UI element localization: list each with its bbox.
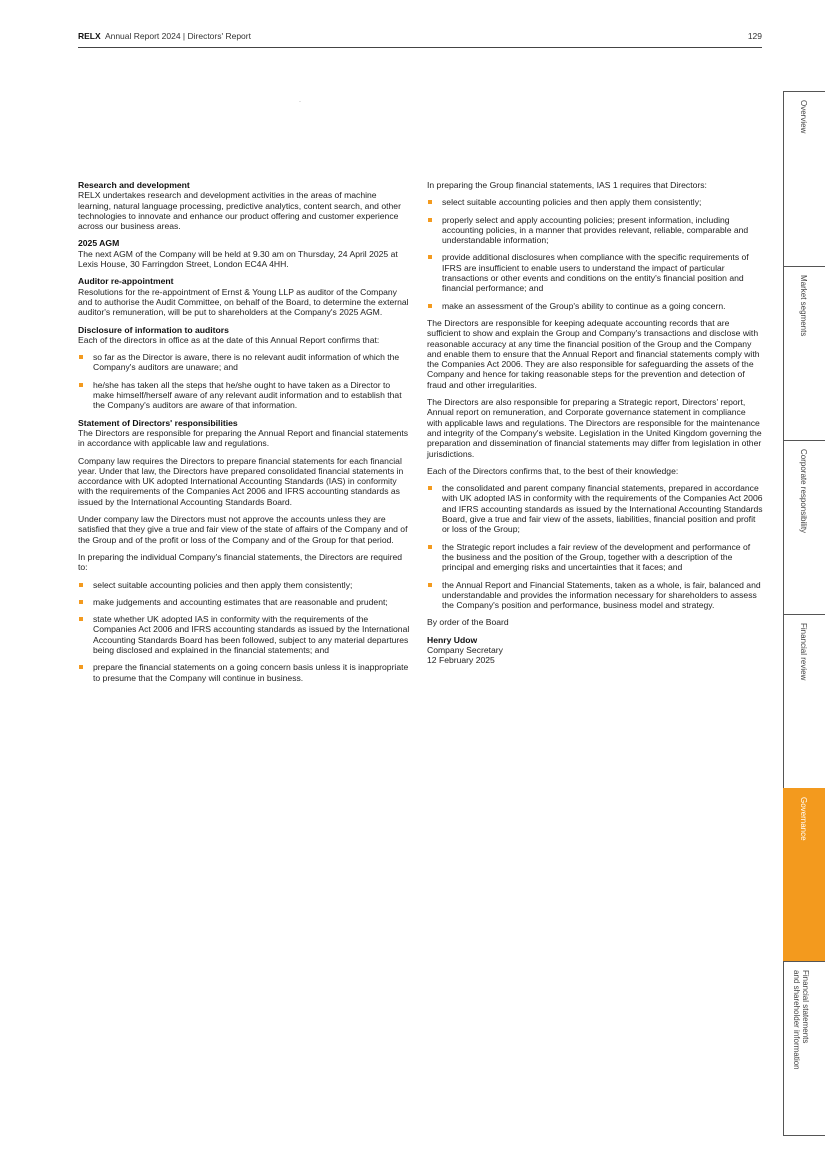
list-item: select suitable accounting policies and then apply them consistently; bbox=[427, 197, 763, 207]
statement-p4: In preparing the individual Company's financial statements, the Directors are required to: bbox=[78, 551, 403, 573]
list-item: the Annual Report and Financial Statements, taken as a whole, is fair, balanced and understandable and provides the information necessary for shareholders to assess the Company's position and performance, business model and strategy. bbox=[427, 580, 763, 611]
by-order: By order of the Board bbox=[427, 617, 509, 628]
section-tabs bbox=[783, 91, 825, 1136]
signatory-name: Henry Udow bbox=[427, 634, 478, 645]
list-item: so far as the Director is aware, there is no relevant audit information of which the Company's auditors are unaware; and bbox=[78, 352, 411, 373]
page-header bbox=[78, 31, 762, 47]
page-number: 129 bbox=[747, 31, 762, 41]
tab-label: Market segments bbox=[799, 275, 808, 337]
brand-logo: RELX bbox=[78, 31, 101, 41]
list-item: make an assessment of the Group's ability to continue as a going concern. bbox=[427, 301, 763, 311]
group-requirements-list bbox=[427, 197, 763, 311]
heading-statement: Statement of Directors' responsibilities bbox=[78, 417, 238, 428]
signature-block bbox=[427, 635, 763, 666]
tab-label: Overview bbox=[799, 100, 808, 134]
group-intro: In preparing the Group financial statements, IAS 1 requires that Directors: bbox=[427, 180, 707, 190]
disclosure-intro: Each of the directors in office as at the date of this Annual Report confirms that: bbox=[78, 334, 380, 345]
strategic-paragraph: The Directors are also responsible for preparing a Strategic report, Directors' report, Annual report on remuneration, and Corporate governance statement in compliance with applicable laws and regulations. The Directors are responsible for the maintenance and integrity of the Company's website. Legislation in the United Kingdom governing the preparation and dissemination of financial statements may differ from legislation in other jurisdictions. bbox=[427, 397, 762, 459]
list-item: prepare the financial statements on a going concern basis unless it is inappropriate to presume that the Company will continue in business. bbox=[78, 662, 411, 683]
heading-auditor: Auditor re-appointment bbox=[78, 276, 174, 287]
agm-body: The next AGM of the Company will be held at 9.30 am on Thursday, 24 April 2025 at Lexis House, 30 Farringdon Street, London EC4A 4HH. bbox=[78, 248, 398, 270]
tab-label: Governance bbox=[799, 797, 808, 841]
tab-label: Financial review bbox=[799, 623, 808, 681]
statement-p2: Company law requires the Directors to prepare financial statements for each financial year. Under that law, the Directors have prepared consolidated financial statements in accordance with UK adopted International Accounting Standards (IAS) in conformity with the requirements of the Companies Act 2006 and IFRS accounting standards as issued by the International Accounting Standards Board. bbox=[78, 455, 404, 507]
section-agm bbox=[78, 238, 411, 269]
list-item: make judgements and accounting estimates that are reasonable and prudent; bbox=[78, 597, 411, 607]
heading-disclosure: Disclosure of information to auditors bbox=[78, 324, 229, 335]
tab-label: Corporate responsibility bbox=[799, 449, 808, 534]
list-item: the Strategic report includes a fair review of the development and performance of the business and the position of the Group, together with a description of the principal and emerging risks and uncertainties that it faces; and bbox=[427, 542, 763, 573]
confirm-intro: Each of the Directors confirms that, to the best of their knowledge: bbox=[427, 465, 679, 476]
right-column bbox=[427, 180, 763, 666]
tab-financial-review[interactable] bbox=[783, 614, 825, 788]
tab-overview[interactable] bbox=[783, 91, 825, 266]
header-divider bbox=[78, 47, 762, 48]
confirm-list bbox=[427, 483, 763, 610]
heading-research: Research and development bbox=[78, 180, 190, 190]
section-disclosure bbox=[78, 325, 411, 411]
tab-label: Financial statements and shareholder information bbox=[792, 970, 810, 1070]
section-statement bbox=[78, 418, 411, 683]
list-item: he/she has taken all the steps that he/she ought to have taken as a Director to make himself/herself aware of any relevant audit information and to establish that the Company's auditors are aware of that information. bbox=[78, 380, 411, 411]
records-paragraph: The Directors are responsible for keeping adequate accounting records that are sufficient to show and explain the Group and Company's transactions and disclose with reasonable accuracy at any time the financial position of the Group and the Company and enable them to ensure that the Annual Report and financial statements comply with the Companies Act 2006. They are also responsible for safeguarding the assets of the Company and hence for taking reasonable steps for the prevention and detection of fraud and other irregularities. bbox=[427, 317, 760, 390]
signatory-role: Company Secretary bbox=[427, 644, 503, 655]
list-item: the consolidated and parent company financial statements, prepared in accordance with UK adopted IAS in conformity with the requirements of the Companies Act 2006 and IFRS accounting standards as issued by the International Accounting Standards Board, give a true and fair view of the assets, liabilities, financial position and profit or loss of the Group; bbox=[427, 483, 763, 534]
statement-p3: Under company law the Directors must not approve the accounts unless they are satisfied that they give a true and fair view of the state of affairs of the Company and of the Group and of the profit or loss of the Company and of the Group for that period. bbox=[78, 514, 408, 545]
signatory-date: 12 February 2025 bbox=[427, 655, 495, 666]
section-auditor bbox=[78, 276, 411, 317]
tab-governance[interactable] bbox=[783, 788, 825, 961]
tab-corporate-responsibility[interactable] bbox=[783, 440, 825, 614]
heading-agm: 2025 AGM bbox=[78, 238, 120, 249]
tab-financial-statements[interactable] bbox=[783, 961, 825, 1136]
research-body: RELX undertakes research and development activities in the areas of machine learning, natural language processing, predictive analytics, content search, and other technologies to innovate and enhance our product offering and customer experience across our business areas. bbox=[78, 190, 401, 232]
left-column bbox=[78, 180, 411, 690]
tab-market-segments[interactable] bbox=[783, 266, 825, 440]
report-title: Annual Report 2024 | Directors' Report bbox=[104, 31, 251, 41]
list-item: state whether UK adopted IAS in conformity with the requirements of the Companies Act 2006 and IFRS accounting standards as issued by the International Accounting Standards Board has been followed, subject to any material departures being disclosed and explained in the financial statements; and bbox=[78, 614, 411, 655]
company-requirements-list bbox=[78, 580, 411, 683]
stray-mark: · bbox=[299, 99, 301, 105]
section-research bbox=[78, 180, 411, 231]
statement-p1: The Directors are responsible for preparing the Annual Report and financial statements in accordance with applicable law and regulations. bbox=[78, 427, 409, 449]
list-item: select suitable accounting policies and then apply them consistently; bbox=[78, 580, 411, 590]
auditor-body: Resolutions for the re-appointment of Ernst & Young LLP as auditor of the Company and to authorise the Audit Committee, on behalf of the Board, to determine the external auditor's remuneration, will be put to shareholders at the Company's 2025 AGM. bbox=[78, 286, 409, 318]
list-item: properly select and apply accounting policies; present information, including accounting policies, in a manner that provides relevant, reliable, comparable and understandable information; bbox=[427, 215, 763, 246]
list-item: provide additional disclosures when compliance with the specific requirements of IFRS are insufficient to enable users to understand the impact of particular transactions or other events and conditions on the entity's financial position and financial performance; and bbox=[427, 252, 763, 293]
disclosure-list bbox=[78, 352, 411, 410]
